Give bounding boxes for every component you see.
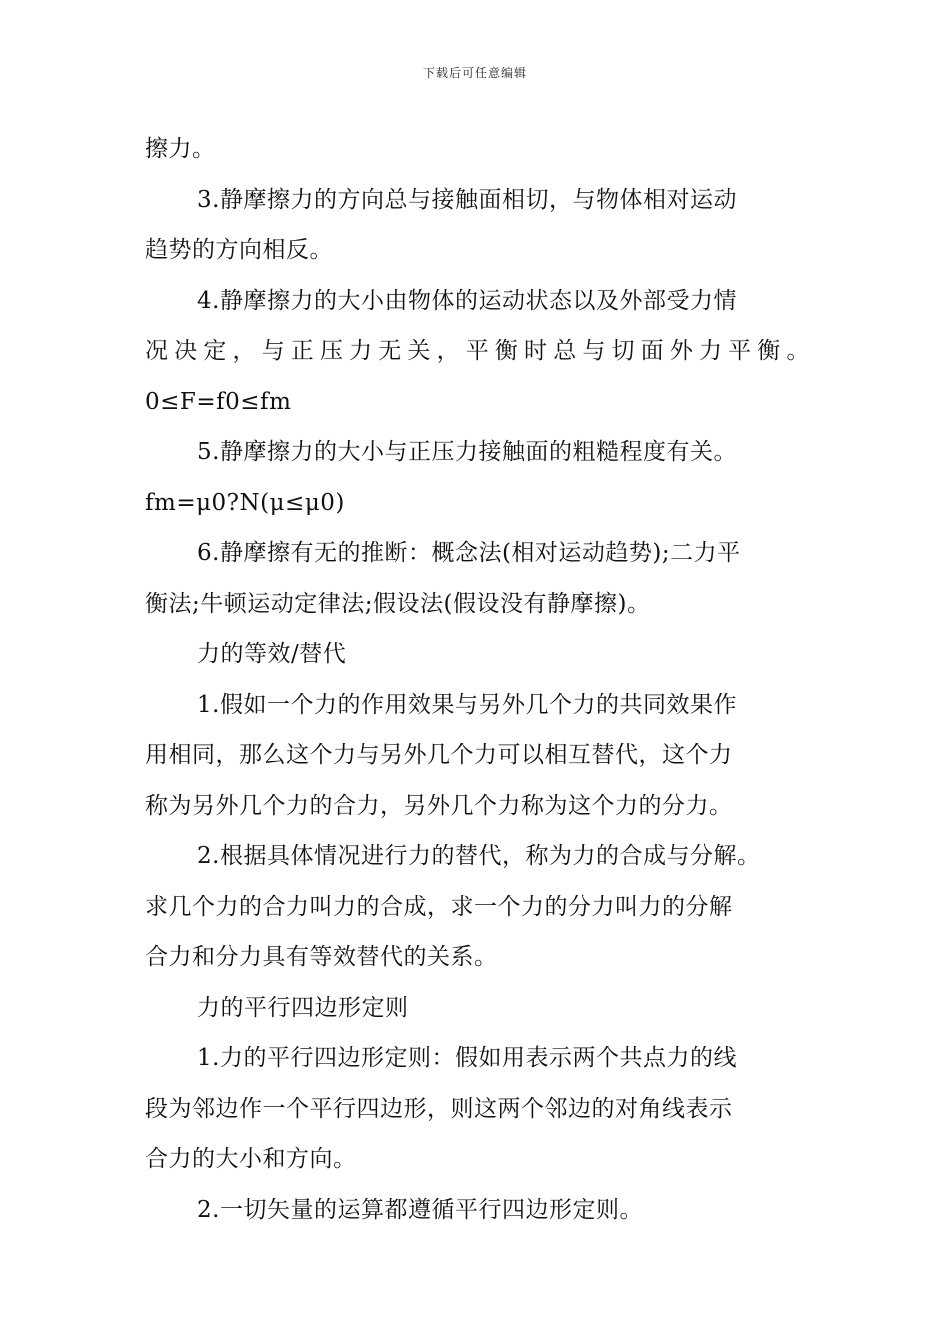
text-char: 。 [786, 338, 810, 364]
formula-line: fm=μ0?N(μ≤μ0) [145, 489, 345, 516]
text-char: 平 [465, 338, 490, 364]
text-line: 称为另外几个力的合力，另外几个力称为这个力的分力。 [145, 792, 733, 819]
page-header-note: 下载后可任意编辑 [422, 66, 527, 80]
text-char: 力 [698, 338, 723, 364]
text-char: 切 [611, 338, 635, 364]
text-char: 况 [145, 338, 169, 364]
text-char: 无 [378, 338, 402, 364]
text-char: 压 [319, 338, 344, 364]
text-line: 2.一切矢量的运算都遵循平行四边形定则。 [197, 1196, 643, 1223]
text-char: 与 [261, 338, 286, 364]
text-char: 关 [407, 338, 431, 364]
text-char: 力 [349, 338, 373, 364]
text-char: 决 [174, 338, 198, 364]
text-char: 面 [640, 338, 665, 364]
text-line: 1.假如一个力的作用效果与另外几个力的共同效果作 [197, 691, 737, 718]
text-line: 1.力的平行四边形定则：假如用表示两个共点力的线 [197, 1045, 737, 1071]
document-body [145, 124, 810, 1235]
text-line: 趋势的方向相反。 [145, 237, 333, 263]
text-char: 定 [203, 338, 227, 364]
text-line: 用相同，那么这个力与另外几个力可以相互替代，这个力 [145, 742, 733, 768]
text-char: 外 [669, 338, 694, 364]
text-line: 4.静摩擦力的大小由物体的运动状态以及外部受力情 [197, 287, 737, 314]
text-char: 与 [582, 338, 606, 364]
text-char: ， [436, 338, 461, 364]
text-char: ， [232, 338, 256, 364]
section-heading: 力的平行四边形定则 [197, 994, 409, 1021]
text-line: 衡法;牛顿运动定律法;假设法(假设没有静摩擦)。 [145, 590, 651, 617]
text-char: 平 [728, 338, 752, 364]
text-line: 求几个力的合力叫力的合成，求一个力的分力叫力的分解 [145, 893, 733, 920]
text-line: 段为邻边作一个平行四边形，则这两个邻边的对角线表示 [145, 1095, 733, 1122]
text-char: 总 [553, 338, 577, 364]
text-line: 2.根据具体情况进行力的替代，称为力的合成与分解。 [197, 843, 761, 869]
text-char: 时 [524, 338, 548, 364]
text-char: 衡 [757, 338, 781, 364]
text-line: 合力和分力具有等效替代的关系。 [145, 944, 498, 970]
formula-line: 0≤F=f0≤fm [145, 388, 292, 415]
section-heading: 力的等效/替代 [197, 641, 347, 667]
text-line: 3.静摩擦力的方向总与接触面相切，与物体相对运动 [197, 186, 737, 213]
text-char: 衡 [494, 338, 519, 364]
text-line: 擦力。 [145, 136, 216, 162]
text-line: 合力的大小和方向。 [145, 1146, 357, 1172]
text-line: 6.静摩擦有无的推断：概念法(相对运动趋势);二力平 [197, 540, 741, 566]
text-char: 正 [290, 338, 315, 364]
text-line: 5.静摩擦力的大小与正压力接触面的粗糙程度有关。 [197, 439, 737, 465]
text-line-justified [145, 326, 810, 377]
